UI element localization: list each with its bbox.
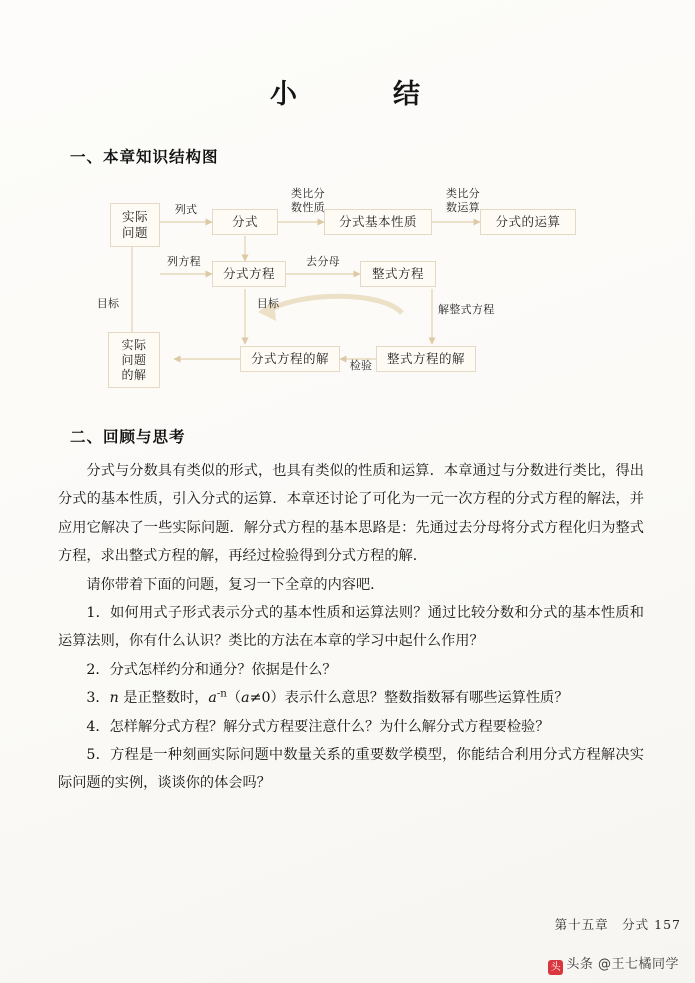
- diagram-edge-label-analogy-fraction-operation: 类比分 数运算: [446, 187, 480, 214]
- watermark-text: 头条 @王七橘同学: [566, 957, 679, 972]
- page-content: [52, 34, 652, 934]
- paragraph-2: 请你带着下面的问题，复习一下全章的内容吧．: [86, 576, 385, 593]
- diagram-node-fraction-equation-solution: 分式方程的解: [240, 346, 340, 372]
- question-5: 5．方程是一种刻画实际问题中数量关系的重要数学模型，你能结合利用分式方程解决实际问题的实例，谈谈你的体会吗？: [58, 747, 644, 792]
- diagram-edge-label-solve-integral-equation: 解整式方程: [438, 303, 495, 316]
- page-title: 小 结: [270, 79, 434, 110]
- diagram-node-integral-equation-solution: 整式方程的解: [376, 346, 476, 372]
- diagram-edge-label-analogy-fraction-property: 类比分 数性质: [291, 187, 325, 214]
- diagram-edge-label-verify: 检验: [349, 359, 373, 372]
- diagram-node-actual-problem: 实际 问题: [110, 203, 160, 247]
- section-heading-review: 二、回顾与思考: [70, 428, 186, 446]
- paragraph-1: 分式与分数具有类似的形式，也具有类似的性质和运算．本章通过与分数进行类比，得出分式的基本性质，引入分式的运算．本章还讨论了可化为一元一次方程的分式方程的解法，并应用它解决了一些实际问题．解分式方程的基本思路是：先通过去分母将分式方程化归为整式方程，求出整式方程的解，再经过检验得到分式方程的解．: [58, 463, 644, 565]
- question-4: 4．怎样解分式方程？解分式方程要注意什么？为什么解分式方程要检验？: [86, 718, 550, 735]
- diagram-edge-label-goal-left: 目标: [96, 297, 120, 310]
- diagram-edge-label-write-equation: 列方程: [167, 255, 201, 268]
- diagram-node-integral-equation: 整式方程: [360, 261, 436, 287]
- knowledge-structure-diagram: [52, 179, 652, 391]
- diagram-node-fraction-operation: 分式的运算: [480, 209, 576, 235]
- section-heading-structure: 一、本章知识结构图: [70, 148, 219, 166]
- watermark: [548, 953, 679, 975]
- diagram-node-actual-problem-solution: 实际 问题 的解: [108, 332, 160, 388]
- toutiao-icon: 头: [548, 960, 563, 975]
- diagram-edge-label-clear-denominator: 去分母: [306, 255, 340, 268]
- review-body: [52, 457, 652, 798]
- question-1: 1．如何用式子形式表示分式的基本性质和运算法则？通过比较分数和分式的基本性质和运算法则，你有什么认识？类比的方法在本章的学习中起什么作用？: [58, 605, 644, 650]
- question-3: 3．n 是正整数时，$a^{-n}(a\ne 0)$表示什么意思？整数指数幂有哪些运算性质？: [86, 688, 569, 707]
- diagram-edge-label-write-expression: 列式: [174, 203, 198, 216]
- diagram-node-fraction: 分式: [212, 209, 278, 235]
- question-2: 2．分式怎样约分和通分？依据是什么？: [86, 661, 337, 678]
- page-footer: 第十五章 分式 157: [554, 917, 681, 932]
- diagram-node-basic-property: 分式基本性质: [324, 209, 432, 235]
- diagram-edge-label-goal-mid: 目标: [256, 297, 280, 310]
- diagram-node-fraction-equation: 分式方程: [212, 261, 286, 287]
